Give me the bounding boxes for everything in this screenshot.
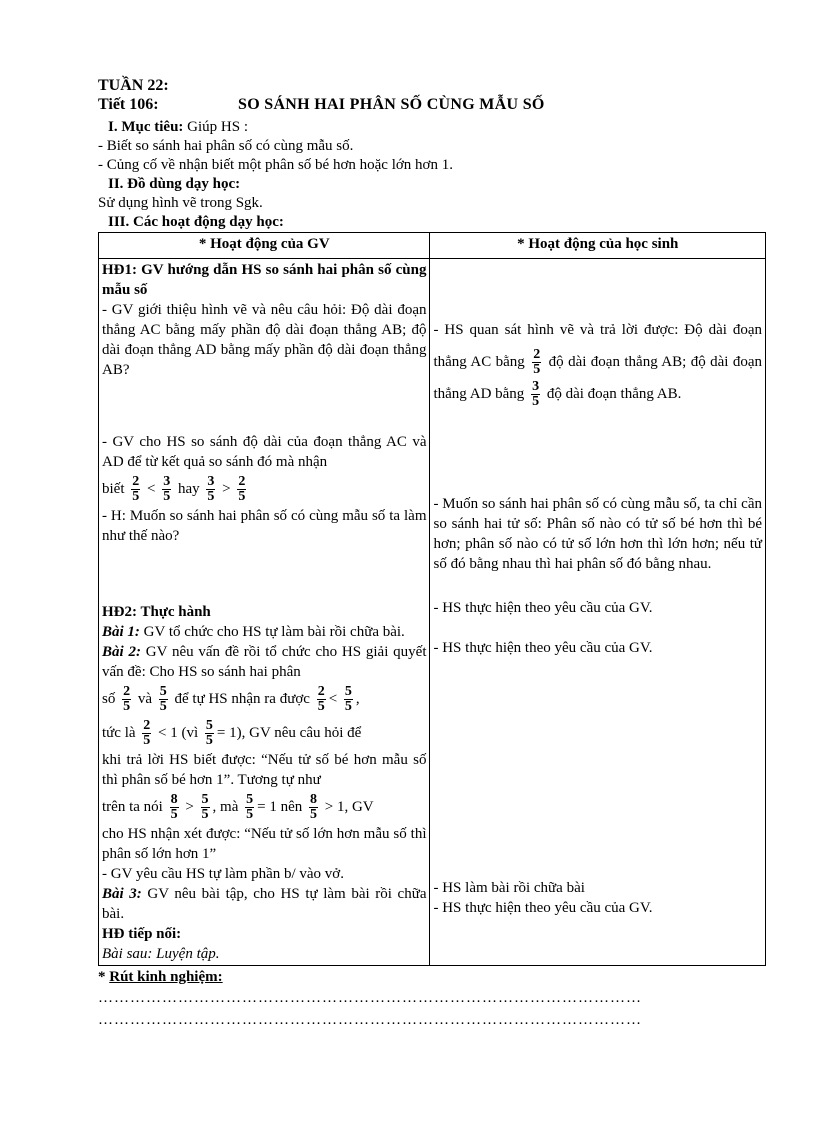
text-hay: hay <box>177 481 200 497</box>
objectives-intro: Giúp HS : <box>183 119 248 135</box>
next-lesson: Bài sau: Luyện tập. <box>102 946 220 962</box>
hs-answer-d: độ dài <box>546 386 584 402</box>
materials-text: Sử dụng hình vẽ trong Sgk. <box>98 195 263 211</box>
spacer <box>433 658 762 878</box>
hs-answer-a: - HS quan sát hình vẽ và trả lời được: Độ dài đoạn thẳng AC bằng <box>433 322 762 370</box>
lesson-title: SO SÁNH HAI PHÂN SỐ CÙNG MẪU SỐ <box>238 96 545 113</box>
bai2-label: Bài 2: <box>102 644 141 660</box>
text-eq1: = 1), GV nêu câu hỏi để <box>216 725 362 741</box>
bai1-text <box>102 622 426 642</box>
fraction-2-5: $\frac{2}{5}$ <box>238 474 246 505</box>
hs-bai2: - HS thực hiện theo yêu cầu của GV. <box>433 640 653 656</box>
text-biet: biết <box>102 481 125 497</box>
gv-cell <box>99 259 430 966</box>
hd-next-title: HĐ tiếp nối: <box>102 926 182 942</box>
document-page <box>98 76 768 1031</box>
col-header-gv: * Hoạt động của GV <box>99 233 430 259</box>
text-nen: = 1 nên <box>257 799 303 815</box>
objective-item: - Củng cố về nhận biết một phân số bé hơn hoặc lớn hơn 1. <box>98 157 453 173</box>
dotted-line: ………………………………………………………………………………………… <box>98 1012 642 1028</box>
table-header-row <box>99 233 766 259</box>
hs-bai1: - HS thực hiện theo yêu cầu của GV. <box>433 600 653 616</box>
bai1-label: Bài 1: <box>102 624 140 640</box>
text-va: và <box>137 691 153 707</box>
fraction-2-5: $\frac{2}{5}$ <box>317 684 325 715</box>
fraction-5-5: $\frac{5}{5}$ <box>205 718 213 749</box>
gv-compare: - GV cho HS so sánh độ dài của đoạn thẳng AC và AD để từ kết quả so sánh đó mà nhận <box>102 434 427 470</box>
hd2-title: HĐ2: Thực hành <box>102 604 211 620</box>
spacer <box>433 410 762 494</box>
spacer <box>102 546 426 602</box>
bai2-body: GV nêu vấn đề rồi tổ chức cho HS giải quyết vấn đề: Cho HS so sánh hai phân <box>102 644 427 680</box>
fraction-5-5: $\frac{5}{5}$ <box>201 792 209 823</box>
text-tren: trên ta nói <box>102 799 163 815</box>
materials-heading: II. Đồ dùng dạy học: <box>108 176 241 192</box>
week-heading: TUẦN 22: <box>98 77 169 94</box>
bai2-greater-rule: cho HS nhận xét được: “Nếu tử số lớn hơn mẫu số thì phân số lớn hơn 1” <box>102 826 427 862</box>
bai3-label: Bài 3: <box>102 886 142 902</box>
bai1-body: GV tổ chức cho HS tự làm bài rồi chữa bài. <box>139 624 405 640</box>
text-de: để tự HS nhận ra được <box>174 691 310 707</box>
spacer <box>433 260 762 314</box>
spacer <box>433 618 762 638</box>
hs-cell <box>430 259 766 966</box>
experience-star: * <box>98 969 110 985</box>
activities-heading: III. Các hoạt động dạy học: <box>108 214 284 230</box>
gv-rule-question: - H: Muốn so sánh hai phân số có cùng mẫu số ta làm như thế nào? <box>102 508 427 544</box>
bai2-conclusion: khi trả lời HS biết được: “Nếu tử số bé hơn mẫu số thì phân số bé hơn 1”. Tương tự như <box>102 752 427 788</box>
experience-heading: Rút kinh nghiệm: <box>109 969 223 985</box>
text-so: số <box>102 691 116 707</box>
hd1-title: HĐ1: GV hướng dẫn HS so sánh hai phân số cùng mẫu số <box>102 262 427 298</box>
lesson-number: Tiết 106: <box>98 96 159 113</box>
bai2-less-than-one <box>102 716 426 750</box>
hs-bai3: - HS thực hiện theo yêu cầu của GV. <box>433 900 653 916</box>
hs-answer-e: đoạn thẳng AB. <box>587 386 682 402</box>
col-header-hs: * Hoạt động của học sinh <box>430 233 766 259</box>
hs-answer <box>433 314 762 410</box>
hs-part-b: - HS làm bài rồi chữa bài <box>433 880 585 896</box>
fraction-8-5: $\frac{8}{5}$ <box>170 792 178 823</box>
bai2-text <box>102 642 426 682</box>
bai3-body: GV nêu bài tập, cho HS tự làm bài rồi chữa bài. <box>102 886 427 922</box>
text-tuc-la: tức là <box>102 725 136 741</box>
fraction-2-5: $\frac{2}{5}$ <box>132 474 140 505</box>
fraction-5-5: $\frac{5}{5}$ <box>344 684 352 715</box>
objective-item: - Biết so sánh hai phân số có cùng mẫu số. <box>98 138 354 154</box>
experience-heading-line <box>98 968 768 987</box>
fraction-2-5: $\frac{2}{5}$ <box>533 347 541 378</box>
text-lt1: < 1 (vì <box>158 725 199 741</box>
hs-answer-b: độ dài đoạn thẳng <box>548 354 658 370</box>
fraction-3-5: $\frac{3}{5}$ <box>532 379 540 410</box>
fraction-3-5: $\frac{3}{5}$ <box>163 474 171 505</box>
objectives-heading: I. Mục tiêu: <box>108 119 184 135</box>
gv-part-b: - GV yêu cầu HS tự làm phần b/ vào vở. <box>102 866 344 882</box>
spacer <box>102 380 426 432</box>
text-ma: , mà <box>212 799 239 815</box>
hs-rule-answer: - Muốn so sánh hai phân số có cùng mẫu số, ta chỉ cần so sánh hai tử số: Phân số nào có tử số bé hơn thì bé hơn; phân số nào có tử số lớn hơn thì lớn hơn; nếu tử số đó bằng nhau thì hai phân số đó bằng nhau. <box>433 496 762 572</box>
table-row <box>99 259 766 966</box>
fraction-2-5: $\frac{2}{5}$ <box>143 718 151 749</box>
fraction-5-5: $\frac{5}{5}$ <box>159 684 167 715</box>
spacer <box>433 574 762 598</box>
dotted-line: ………………………………………………………………………………………… <box>98 990 642 1006</box>
bai3-text <box>102 884 426 924</box>
fraction-2-5: $\frac{2}{5}$ <box>123 684 131 715</box>
gv-compare-result: biết $\frac{2}{5}$ < $\frac{3}{5}$ hay $\frac{3}{5}$ > $\frac{2}{5}$ <box>102 474 246 505</box>
bai2-greater-line: trên ta nói $\frac{8}{5}$ > $\frac{5}{5}$ , mà $\frac{5}{5}$ = 1 nên $\frac{8}{5}$ > 1, GV <box>102 792 374 823</box>
activities-table <box>98 232 766 966</box>
fraction-3-5: $\frac{3}{5}$ <box>207 474 215 505</box>
hs-answer-c: AB; độ dài đoạn thẳng AD bằng <box>433 354 763 402</box>
lesson-title-row <box>98 96 768 118</box>
fraction-5-5: $\frac{5}{5}$ <box>246 792 254 823</box>
bai2-fractions-line: số $\frac{2}{5}$ và $\frac{5}{5}$ để tự HS nhận ra được $\frac{2}{5}$ < $\frac{5}{5}$ , <box>102 684 360 715</box>
gv-question: - GV giới thiệu hình vẽ và nêu câu hỏi: Độ dài đoạn thẳng AC bằng mấy phần độ dài đoạn thẳng AB; độ dài đoạn thẳng AD bằng mấy phần độ dài đoạn thẳng AB? <box>102 302 427 378</box>
fraction-8-5: $\frac{8}{5}$ <box>310 792 317 823</box>
text-gt1: > 1, GV <box>324 799 374 815</box>
objectives-heading-line <box>98 118 768 137</box>
